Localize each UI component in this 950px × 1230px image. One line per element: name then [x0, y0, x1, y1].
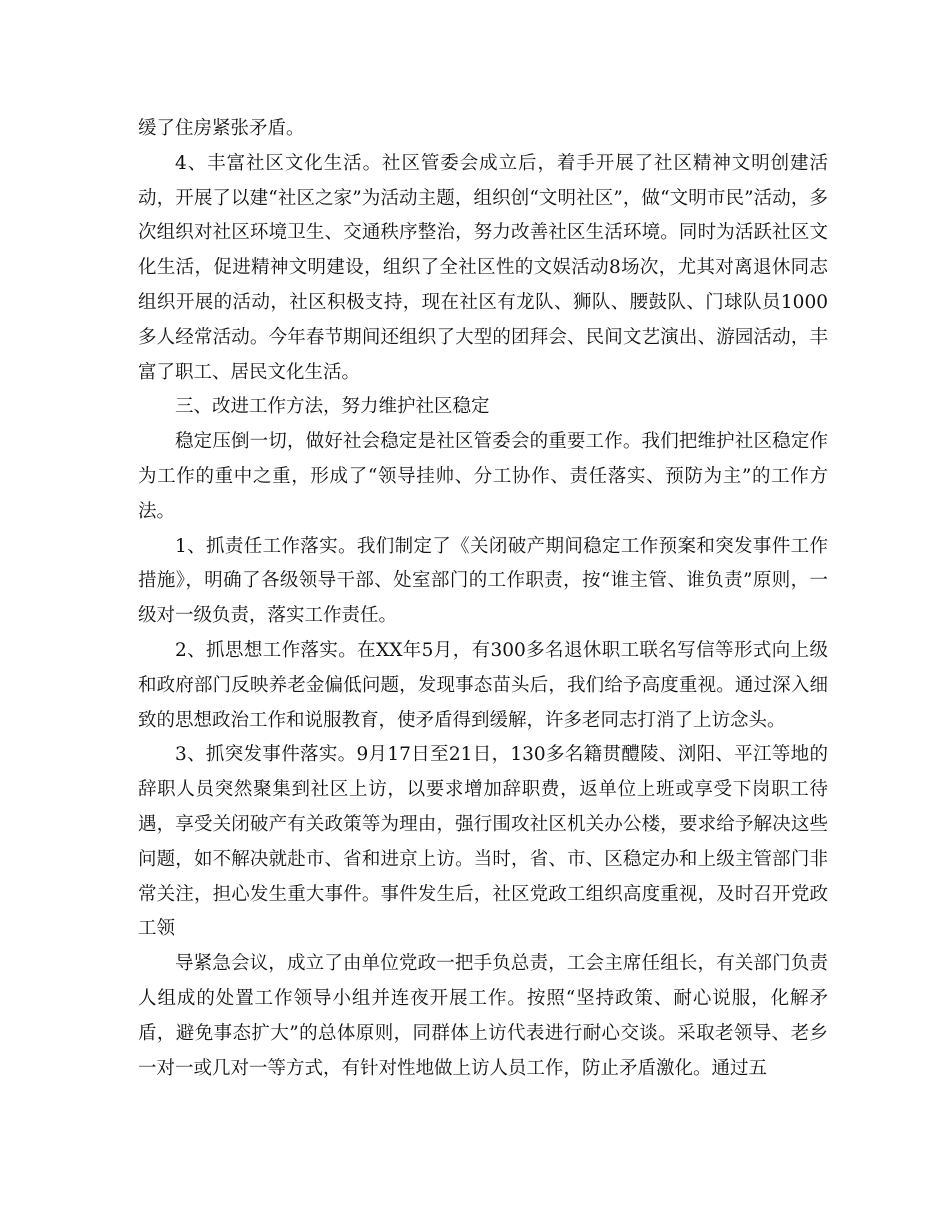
- document-body: [138, 112, 828, 1086]
- paragraph-emergency-meeting: 导紧急会议，成立了由单位党政一把手负总责，工会主席任组长，有关部门负责人组成的处置工作领导小组并连夜开展工作。按照“坚持政策、耐心说服，化解矛盾，避免事态扩大”的总体原则，同群体上访代表进行耐心交谈。采取老领导、老乡一对一或几对一等方式，有针对性地做上访人员工作，防止矛盾激化。通过五: [138, 953, 828, 1079]
- paragraph-stability-intro: 稳定压倒一切，做好社会稳定是社区管委会的重要工作。我们把维护社区稳定作为工作的重中之重，形成了“领导挂帅、分工协作、责任落实、预防为主”的工作方法。: [138, 431, 828, 522]
- section-heading-stability: 三、改进工作方法，努力维护社区稳定: [175, 396, 490, 418]
- paragraph-ideological-work: 2、抓思想工作落实。在XX年5月，有300多名退休职工联名写信等形式向上级和政府部门反映养老金偏低问题，发现事态苗头后，我们给予高度重视。通过深入细致的思想政治工作和说服教育，使矛盾得到缓解，许多老同志打消了上访念头。: [138, 639, 828, 731]
- paragraph-culture-life: 4、丰富社区文化生活。社区管委会成立后，着手开展了社区精神文明创建活动，开展了以建“社区之家”为活动主题，组织创“文明社区”，做“文明市民”活动，多次组织对社区环境卫生、交通秩序整治，努力改善社区生活环境。同时为活跃社区文化生活，促进精神文明建设，组织了全社区性的文娱活动8场次，尤其对离退休同志组织开展的活动，社区积极支持，现在社区有龙队、狮队、腰鼓队、门球队员1000多人经常活动。今年春节期间还组织了大型的团拜会、民间文艺演出、游园活动，丰富了职工、居民文化生活。: [138, 152, 828, 383]
- paragraph-responsibility: 1、抓责任工作落实。我们制定了《关闭破产期间稳定工作预案和突发事件工作措施》，明确了各级领导干部、处室部门的工作职责，按“谁主管、谁负责”原则，一级对一级负责，落实工作责任。: [138, 535, 828, 627]
- paragraph-continuation: 缓了住房紧张矛盾。: [138, 118, 305, 139]
- paragraph-emergency: 3、抓突发事件落实。9月17日至21日，130多名籍贯醴陵、浏阳、平江等地的辞职人员突然聚集到社区上访，以要求增加辞职费，返单位上班或享受下岗职工待遇，享受关闭破产有关政策等为理由，强行围攻社区机关办公楼，要求给予解决这些问题，如不解决就赴市、省和进京上访。当时，省、市、区稳定办和上级主管部门非常关注，担心发生重大事件。事件发生后，社区党政工组织高度重视，及时召开党政工领: [138, 744, 828, 940]
